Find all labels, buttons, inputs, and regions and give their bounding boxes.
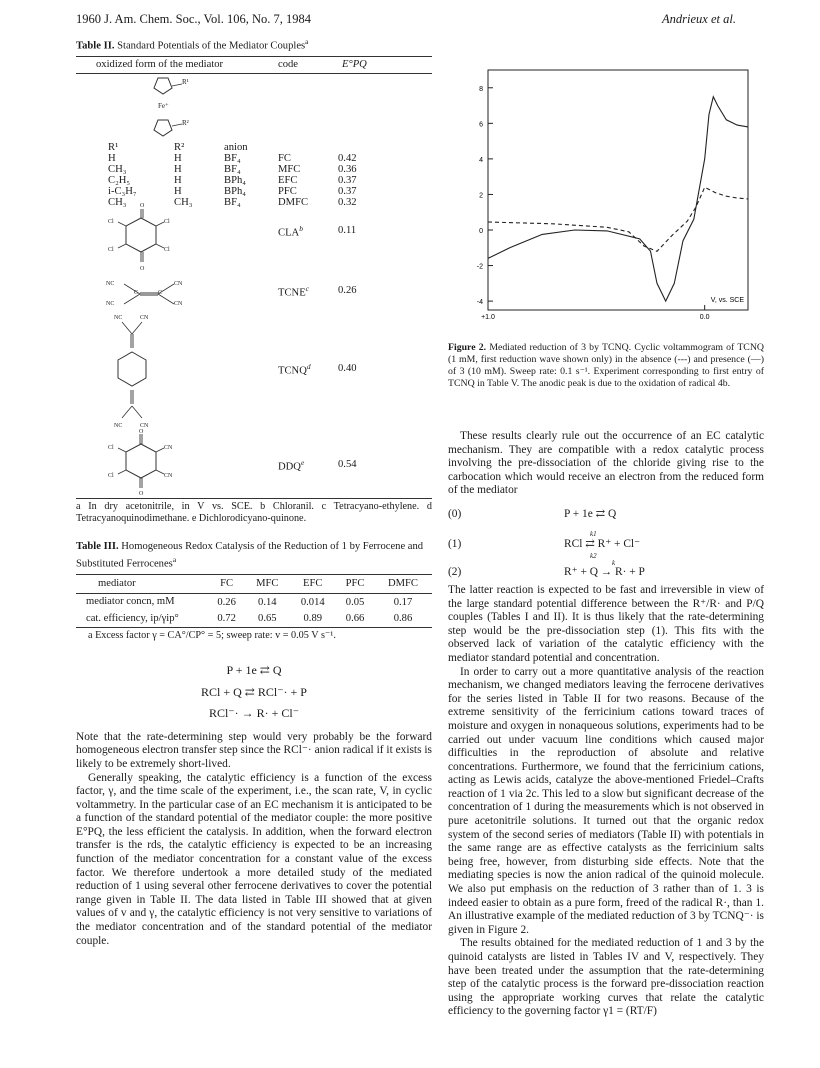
cv-chart bbox=[448, 60, 764, 330]
tcne-nc-1: NC bbox=[106, 281, 115, 288]
r2-label: R² bbox=[182, 119, 189, 128]
right-equations bbox=[448, 508, 764, 584]
series-without-3-line bbox=[488, 187, 748, 251]
tcnq-nc-top: NC bbox=[114, 315, 123, 322]
series-with-3-line bbox=[488, 97, 748, 301]
table2-title: Table II. Standard Potentials of the Mediator Couples$^a$ bbox=[76, 37, 309, 52]
cla-cl-2: Cl bbox=[164, 247, 170, 254]
left-column bbox=[76, 36, 432, 948]
running-header-left: 1960 J. Am. Chem. Soc., Vol. 106, No. 7, 1984 bbox=[76, 12, 311, 26]
ddq-o-bottom: O bbox=[139, 491, 144, 498]
y-tick-label: 6 bbox=[479, 121, 483, 129]
equation-2r: (2) k R⁺ + Q → R· + P bbox=[448, 558, 645, 578]
equation-0: (0) P + 1e ⇄ Q bbox=[448, 507, 617, 520]
paragraph: Generally speaking, the catalytic efficiency is a function of the excess factor, γ, and the time scale of the experiment, i.e., the scan rate, V, in cyclic voltammetry. In the particular case of an EC mechanism it is anticipated to be a function of the standard potential of the mediator couple: the more positive E°PQ, the less efficient the catalysis. In addition, when the forward electron transfer is the rds, the catalytic efficiency is expected to be an increasing function of the mediator concentration for a constant value of the excess factor. We therefore undertook a more detailed study of the mediated reduction of 1 using several other ferrocene derivatives to cover the potential range given in Table II. The data listed in Table III showed that at given values of v and γ, the catalytic efficiency is not very sensitive to variations of the mediator concentration and of the standard potential of the mediator couple. bbox=[76, 771, 432, 947]
cla-o-top: O bbox=[140, 203, 145, 210]
cla-o-bottom: O bbox=[140, 266, 145, 273]
ddq-cl-2: Cl bbox=[108, 473, 114, 480]
tcnq-cn-bottom: CN bbox=[140, 423, 149, 430]
cla-row: O Cl Cl Cl Cl O CLA$^b$ 0.11 bbox=[76, 208, 432, 268]
tcne-cn-2: CN bbox=[174, 301, 183, 308]
paragraph: The results obtained for the mediated reduction of 1 and 3 by the quinoid catalysts are listed in Tables IV and V, respectively. They have been treated under the assumption that the rate-determining step of the catalytic process is the forward pre-dissociation reaction using the appropriate working curves that relate the catalytic efficiency to the governing factor γ1 = (RT/F) bbox=[448, 937, 764, 1018]
equation-1r: (1) k1 RCl ⇄ R⁺ + Cl⁻ k2 bbox=[448, 529, 641, 560]
cla-cl-3: Cl bbox=[108, 219, 114, 226]
paragraph: Note that the rate-determining step would very probably be the forward homogeneous electron transfer step since the RCl⁻· anion radical if it exists is likely to be extremely short-lived. bbox=[76, 730, 432, 770]
paragraph: The latter reaction is expected to be fast and irreversible in view of the large standard potential difference between the R⁺/R· and P/Q couples (Tables I and II). It is thus likely that the rate-determining step would be the pre-dissociation step (1). This fits with the observed lack of variation of the catalytic efficiency with the mediator standard potential and concentration. bbox=[448, 583, 764, 664]
ferrocene-structure bbox=[136, 74, 432, 142]
tcnq-structure bbox=[96, 314, 186, 432]
ddq-row: O CN CN Cl Cl O DDQ$^e$ 0.54 bbox=[76, 432, 432, 494]
table2-footnote: a In dry acetonitrile, in V vs. SCE. b Chloranil. c Tetracyano-ethylene. d Tetracyanoquinodimethane. e Dichlorodicyano-quinone. bbox=[76, 501, 432, 525]
tcne-cn-1: CN bbox=[174, 281, 183, 288]
ddq-o-top: O bbox=[139, 429, 144, 436]
table3-title: Table III. Homogeneous Redox Catalysis of the Reduction of 1 by Ferrocene and Substituted Ferrocenes$^a$ bbox=[76, 541, 424, 570]
equations-block bbox=[76, 664, 432, 721]
tcne-nc-2: NC bbox=[106, 301, 115, 308]
table3: mediator FC MFC EFC PFC DMFC mediator concn, mM 0.26 0.14 0.014 0.05 0.17 cat. efficiency, ip/γip° 0.72 0.65 0.89 0.66 0.86 bbox=[76, 574, 432, 628]
paragraph: These results clearly rule out the occurrence of an EC catalytic mechanism. They are compatible with a redox catalytic process involving the pre-dissociation of the chloride giving rise to the carbocation which would receive an electron from the reduced form of the mediator bbox=[448, 430, 764, 497]
y-tick-label: -4 bbox=[476, 299, 483, 307]
ferrocene-table: R¹ R² anion H H BF₄ FC 0.42 CH₃ H BF₄ MFC 0.36 C₂H₅ H BPh₄ EFC 0.37 i-C₃H₇ H BPh₄ PFC 0.37 CH₃ CH₃ BF₄ DMFC 0.32 bbox=[108, 142, 357, 209]
axis-label: V, vs. SCE bbox=[710, 297, 744, 304]
y-tick-label: -2 bbox=[476, 263, 483, 271]
figure2-caption: Figure 2. Mediated reduction of 3 by TCNQ. Cyclic voltammogram of TCNQ (1 mM, first reduction wave shown only) in the absence (---) and presence (—) of 3 (10 mM). Sweep rate: 0.1 s⁻¹. Experiment corresponding to first entry of TCNQ in Table V. The anodic peak is due to the oxidation of radical 4b. bbox=[448, 342, 764, 389]
tcnq-nc-bottom: NC bbox=[114, 423, 123, 430]
table-row: cat. efficiency, ip/γip° 0.72 0.65 0.89 0.66 0.86 bbox=[76, 610, 432, 627]
running-header-right: Andrieux et al. bbox=[662, 12, 736, 26]
fe-label: Fe⁺ bbox=[158, 102, 169, 111]
equation-2: RCl + Q ⇄ RCl⁻· + P bbox=[201, 684, 307, 699]
figure2 bbox=[448, 60, 764, 330]
y-tick-label: 4 bbox=[479, 156, 483, 164]
x-tick-label: +1.0 bbox=[481, 314, 495, 321]
cla-cl-1: Cl bbox=[164, 219, 170, 226]
cla-cl-4: Cl bbox=[108, 247, 114, 254]
ddq-cl-1: Cl bbox=[108, 445, 114, 452]
table2-header: oxidized form of the mediator code E°PQ bbox=[76, 56, 432, 74]
tcne-c-2: C bbox=[158, 290, 163, 297]
y-tick-label: 0 bbox=[479, 228, 483, 235]
tcne-row: NC NC C C CN CN TCNE$^c$ 0.26 bbox=[76, 276, 432, 310]
r1-label: R¹ bbox=[182, 78, 189, 87]
table3-footnote: a Excess factor γ = CA°/CP° = 5; sweep rate: v = 0.05 V s⁻¹. bbox=[88, 629, 336, 641]
x-tick-label: 0.0 bbox=[699, 314, 710, 321]
y-tick-label: 2 bbox=[479, 192, 483, 200]
right-column bbox=[448, 60, 764, 1019]
paragraph: In order to carry out a more quantitative analysis of the reaction mechanism, we changed mediators leaving the ferrocene derivatives for the series listed in Table II for two reasons. Because of the extreme sensitivity of the ferricinium cations toward traces of moisture and oxygen in nonaqueous solutions, experiments had to be carried out under vacuum line conditions which caused major difficulties in the reproduction of absolute and relative concentrations. Furthermore, we found that the ferricinium cations, acting as Lewis acids, catalyze the above-mentioned Friedel–Crafts reaction of 1 via 2c. This led to a slow but significant decrease of the concentration of 1 during the measurements which is not observed in pure acetonitrile solutions. It turned out that the organic redox system of the second series of mediators (Table II) with potentials in the same range are as effective catalysts as the ferricinium salts being free, however, from disturbing side effects. Note that the mediating species is now the anion radical of the quinoid molecule. We also put emphasis on the reduction of 3 rather than of 1. 3 is indeed easier to obtain as a pure form, freed of the radical R·, than 1. An illustrative example of the mediated reduction of 3 by TCNQ⁻· is given in Figure 2. bbox=[448, 665, 764, 936]
ddq-cn-1: CN bbox=[164, 445, 173, 452]
ddq-cn-2: CN bbox=[164, 473, 173, 480]
tcnq-row: NC CN NC CN TCNQ$^d$ 0.40 bbox=[76, 314, 432, 432]
equation-3: RCl⁻· → R· + Cl⁻ bbox=[208, 706, 300, 721]
tcne-c-1: C bbox=[134, 290, 139, 297]
tcnq-cn-top: CN bbox=[140, 315, 149, 322]
y-tick-label: 8 bbox=[479, 85, 483, 93]
table-row: mediator concn, mM 0.26 0.14 0.014 0.05 0.17 bbox=[86, 596, 413, 608]
equation-1: P + 1e ⇄ Q bbox=[226, 662, 282, 677]
